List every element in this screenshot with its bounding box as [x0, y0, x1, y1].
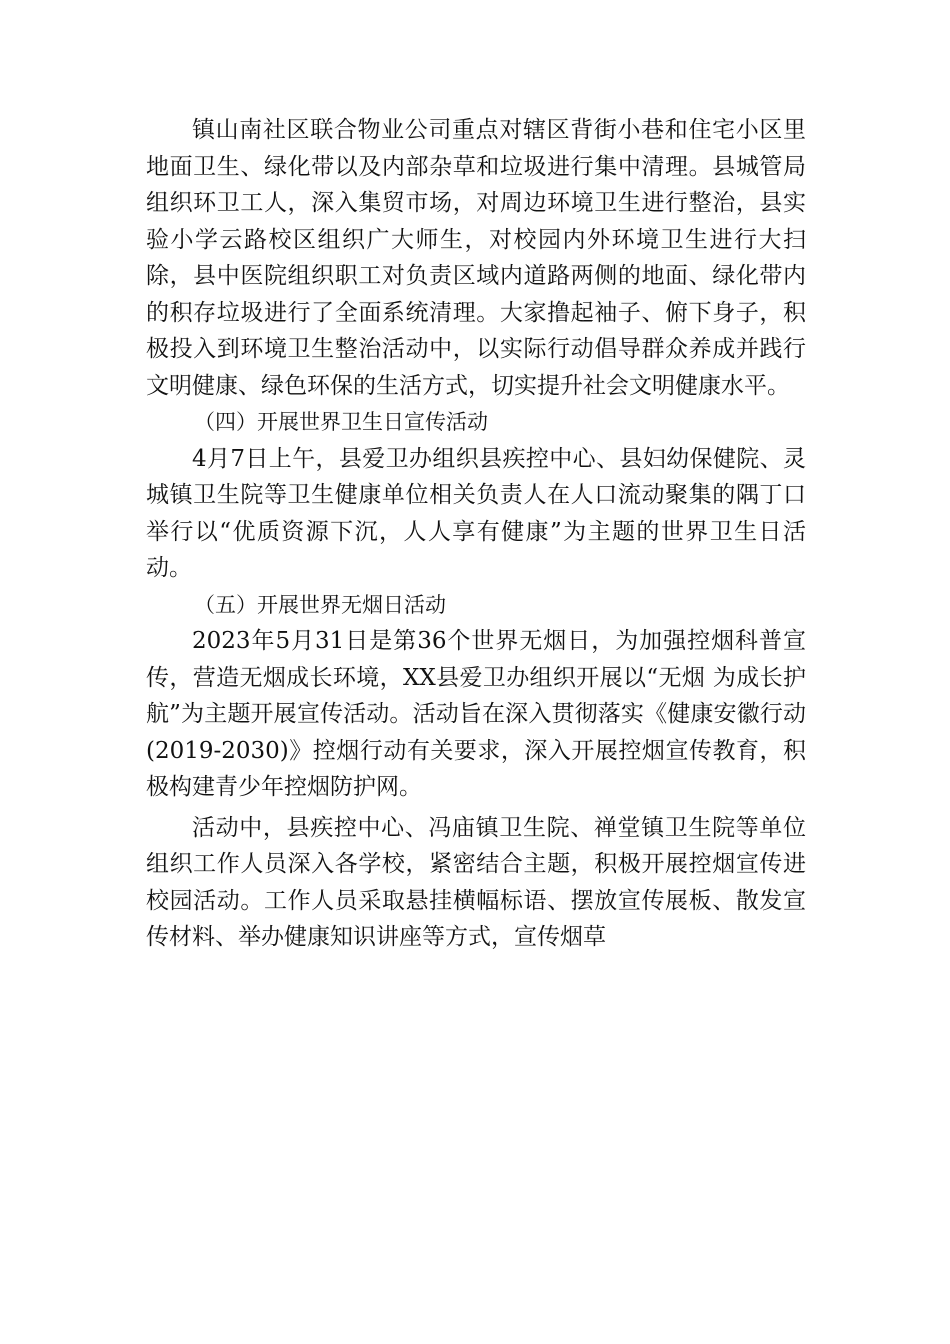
section-heading-world-health-day: （四）开展世界卫生日宣传活动: [194, 410, 488, 434]
paragraph-world-health-day: 4月7日上午，县爱卫办组织县疾控中心、县妇幼保健院、灵城镇卫生院等卫生健康单位相关负责人在人口流动聚集的隅丁口举行以“优质资源下沉，人人享有健康”为主题的世界卫生日活动。: [146, 445, 806, 581]
section-heading-world-no-tobacco-day: （五）开展世界无烟日活动: [194, 592, 446, 617]
paragraph-community-cleanup: 镇山南社区联合物业公司重点对辖区背街小巷和住宅小区里地面卫生、绿化带以及内部杂草和垃圾进行集中清理。县城管局组织环卫工人，深入集贸市场，对周边环境卫生进行整治，县实验小学云路校区组织广大师生，对校园内外环境卫生进行大扫除，县中医院组织职工对负责区域内道路两侧的地面、绿化带内的积存垃圾进行了全面系统清理。大家撸起袖子、俯下身子，积极投入到环境卫生整治活动中，以实际行动倡导群众养成并践行文明健康、绿色环保的生活方式，切实提升社会文明健康水平。: [146, 117, 806, 399]
document-body: [146, 112, 806, 956]
paragraph-no-tobacco-day-intro: 2023年5月31日是第36个世界无烟日，为加强控烟科普宣传，营造无烟成长环境，XX县爱卫办组织开展以“无烟 为成长护航”为主题开展宣传活动。活动旨在深入贯彻落实《健康安徽行动(2019-2030)》控烟行动有关要求，深入开展控烟宣传教育，积极构建青少年控烟防护网。: [146, 628, 806, 800]
paragraph-school-campaign: 活动中，县疾控中心、冯庙镇卫生院、禅堂镇卫生院等单位组织工作人员深入各学校，紧密结合主题，积极开展控烟宣传进校园活动。工作人员采取悬挂横幅标语、摆放宣传展板、散发宣传材料、举办健康知识讲座等方式，宣传烟草: [146, 814, 806, 950]
